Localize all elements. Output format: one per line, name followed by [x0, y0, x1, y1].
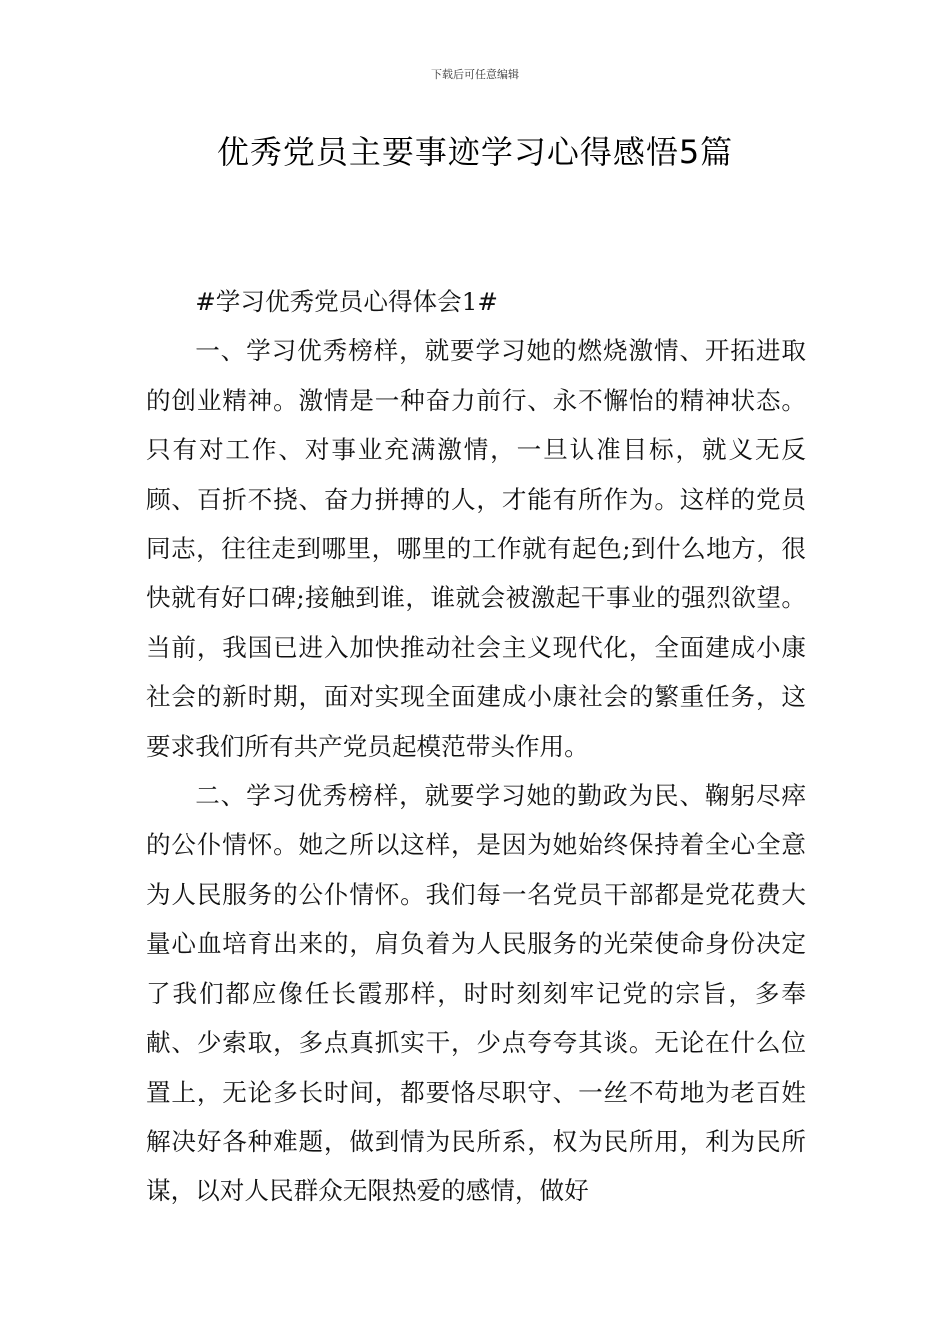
- section-heading: #学习优秀党员心得体会1#: [195, 287, 498, 316]
- header-note: 下载后可任意编辑: [431, 68, 519, 81]
- document-body: [146, 277, 806, 1216]
- document-title: 优秀党员主要事迹学习心得感悟5篇: [216, 133, 734, 171]
- paragraph-1: 一、学习优秀榜样，就要学习她的燃烧激情、开拓进取的创业精神。激情是一种奋力前行、永不懈怡的精神状态。只有对工作、对事业充满激情，一旦认准目标，就义无反顾、百折不挠、奋力拼搏的人，才能有所作为。这样的党员同志，往往走到哪里，哪里的工作就有起色;到什么地方，很快就有好口碑;接触到谁，谁就会被激起干事业的强烈欲望。当前，我国已进入加快推动社会主义现代化，全面建成小康社会的新时期，面对实现全面建成小康社会的繁重任务，这要求我们所有共产党员起模范带头作用。: [146, 336, 806, 761]
- paragraph-2: 二、学习优秀榜样，就要学习她的勤政为民、鞠躬尽瘁的公仆情怀。她之所以这样，是因为她始终保持着全心全意为人民服务的公仆情怀。我们每一名党员干部都是党花费大量心血培育出来的，肩负着为人民服务的光荣使命身份决定了我们都应像任长霞那样，时时刻刻牢记党的宗旨，多奉献、少索取，多点真抓实干，少点夸夸其谈。无论在什么位置上，无论多长时间，都要恪尽职守、一丝不苟地为老百姓解决好各种难题，做到情为民所系，权为民所用，利为民所谋，以对人民群众无限热爱的感情，做好: [146, 781, 806, 1206]
